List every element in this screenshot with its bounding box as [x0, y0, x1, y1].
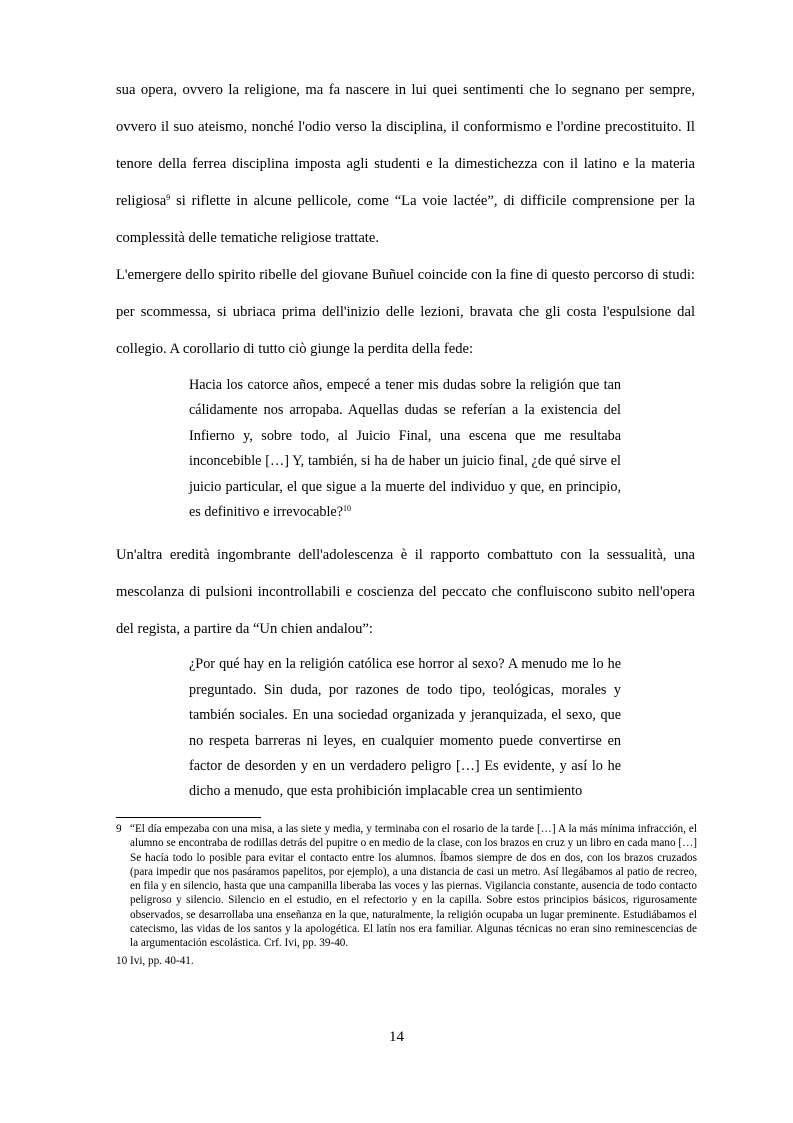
footnote-9	[116, 822, 697, 951]
block-quote-1	[189, 373, 621, 525]
footnote-number: 9	[116, 823, 122, 835]
body-text	[116, 72, 695, 805]
footnote-ref-10[interactable]: 10	[343, 504, 352, 514]
paragraph-3: Un'altra eredità ingombrante dell'adolescenza è il rapporto combattuto con la sessualità, una mescolanza di pulsioni incontrollabili e coscienza del peccato che confluiscono subito nell'opera del regista, a partire da “Un chien andalou”:	[116, 547, 695, 638]
block-quote-2: ¿Por qué hay en la religión católica ese horror al sexo? A menudo me lo he preguntado. Sin duda, por razones de todo tipo, teológicas, morales y también sociales. En una sociedad organizada y jeranquizada, el sexo, que no respeta barreras ni leyes, en cualquier momento puede convertirse en factor de desorden y en un verdadero peligro […] Es evidente, y así lo he dicho a menudo, que esta prohibición implacable crea un sentimiento	[189, 656, 621, 800]
paragraph-1-text: sua opera, ovvero la religione, ma fa nascere in lui quei sentimenti che lo segnano per sempre, ovvero il suo ateismo, nonché l'odio verso la disciplina, il conformismo e l'ordine precostituito. Il tenore della ferrea disciplina imposta agli studenti e la dimestichezza con il latino e la materia religiosa	[116, 82, 695, 209]
footnote-text: “El día empezaba con una misa, a las siete y media, y terminaba con el rosario de la tarde […] A la más mínima infracción, el alumno se encontraba de rodillas detrás del pupitre o en medio de la clase, con los brazos en cruz y un libro en cada mano […] Se hacía todo lo posible para evitar el contacto entre los alumnos. Íbamos siempre de dos en dos, con los brazos cruzados (para impedir que nos pasáramos papelitos, por ejemplo), a una distancia de casi un metro. Así llegábamos al patio de recreo, en fila y en silencio, hasta que una campanilla liberaba las voces y las piernas. Vigilancia constante, ausencia de todo contacto peligroso y silencio. Silencio en el estudio, en el refectorio y en la capilla. Sobre estos principios básicos, rigurosamente observados, se desarrollaba una enseñanza en la que, naturalmente, la religión ocupaba un lugar preminente. Estudiábamos el catecismo, las vidas de los santos y la apologética. El latín nos era familiar. Algunas técnicas no eran sino reminescencias de la argumentación escolástica. Crf. Ivi, pp. 39-40.	[130, 823, 697, 950]
footnote-separator	[116, 817, 261, 818]
footnotes	[116, 822, 697, 968]
footnote-text: Ivi, pp. 40-41.	[130, 954, 194, 967]
footnote-ref-9[interactable]: 9	[166, 193, 171, 203]
paragraph-1	[116, 72, 695, 257]
paragraph-1-end-text: si riflette in alcune pellicole, come “La voie lactée”, di difficile comprensione per la complessità delle tematiche religiose trattate.	[116, 193, 695, 246]
quote-1-text: Hacia los catorce años, empecé a tener mis dudas sobre la religión que tan cálidamente nos arropaba. Aquellas dudas se referían a la existencia del Infierno y, sobre todo, al Juicio Final, una escena que me resultaba inconcebible […] Y, también, si ha de haber un juicio final, ¿de qué sirve el juicio particular, el que sigue a la muerte del individuo y que, en principio, es definitivo e irrevocable?	[189, 377, 621, 521]
paragraph-2: L'emergere dello spirito ribelle del giovane Buñuel coincide con la fine di questo percorso di studi: per scommessa, si ubriaca prima dell'inizio delle lezioni, bravata che gli costa l'espulsione dal collegio. A corollario di tutto ciò giunge la perdita della fede:	[116, 267, 695, 357]
footnote-number: 10	[116, 954, 128, 967]
footnote-10	[116, 954, 697, 968]
page-number: 14	[389, 1029, 404, 1045]
